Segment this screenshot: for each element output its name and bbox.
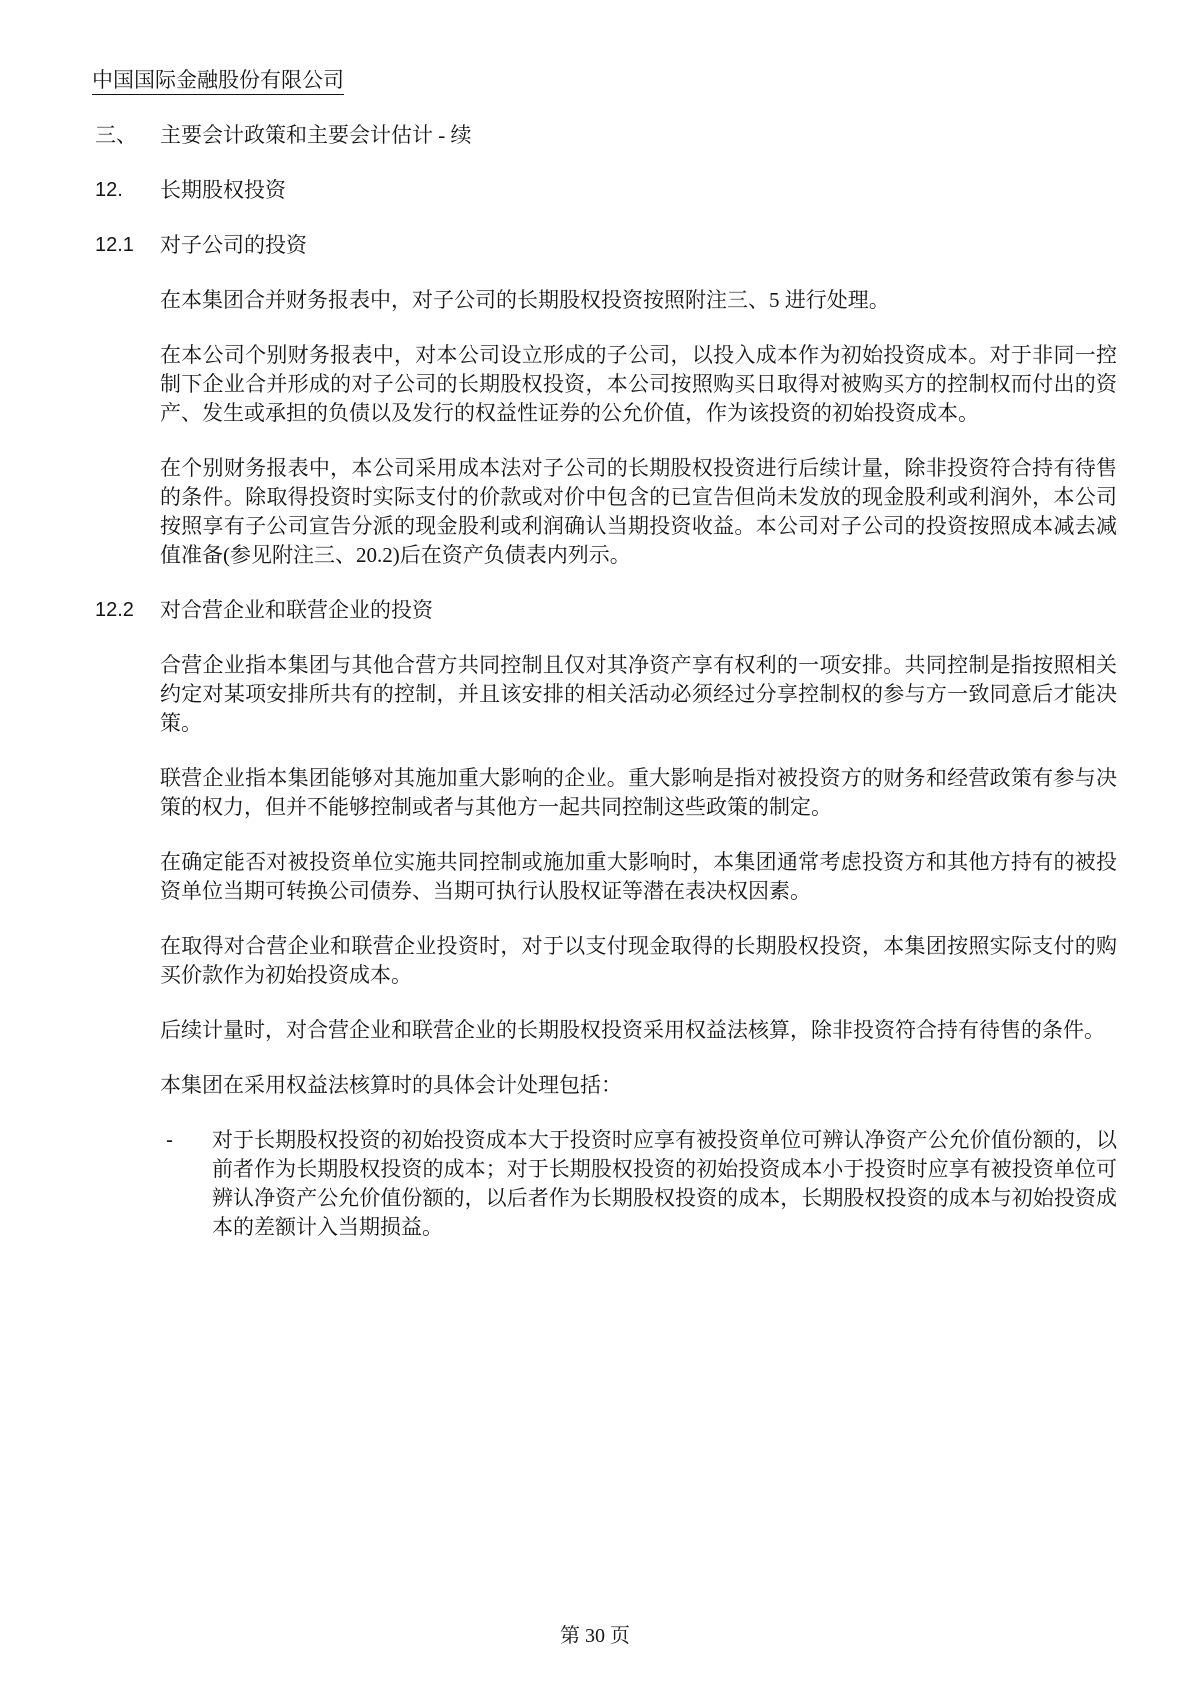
section-12-2-heading: [95, 596, 1117, 625]
document-header: [92, 66, 1117, 95]
section-12-1-title: 对子公司的投资: [160, 233, 307, 257]
section-12-heading: [95, 176, 1117, 205]
section-12-title: 长期股权投资: [160, 178, 286, 202]
section-12-2-number: 12.2: [95, 599, 134, 621]
paragraph-acquisition-initial-cost: 在取得对合营企业和联营企业投资时，对于以支付现金取得的长期股权投资，本集团按照实际支付的购买价款作为初始投资成本。: [160, 934, 1117, 987]
paragraph-potential-voting-rights: 在确定能否对被投资单位实施共同控制或施加重大影响时，本集团通常考虑投资方和其他方持有的被投资单位当期可转换公司债券、当期可执行认股权证等潜在表决权因素。: [160, 850, 1117, 903]
paragraph-consolidated-statements: 在本集团合并财务报表中，对子公司的长期股权投资按照附注三、5 进行处理。: [160, 288, 890, 312]
paragraph-equity-method-intro: 本集团在采用权益法核算时的具体会计处理包括：: [160, 1073, 622, 1097]
paragraph-associate-definition: 联营企业指本集团能够对其施加重大影响的企业。重大影响是指对被投资方的财务和经营政策有参与决策的权力，但并不能够控制或者与其他方一起共同控制这些政策的制定。: [160, 766, 1117, 819]
chapter-heading: [95, 121, 1117, 150]
section-12-1-heading: [95, 231, 1117, 260]
page-number-footer: 第 30 页: [560, 1625, 630, 1647]
paragraph-cost-method-subsequent-measurement: 在个别财务报表中，本公司采用成本法对子公司的长期股权投资进行后续计量，除非投资符合持有待售的条件。除取得投资时实际支付的价款或对价中包含的已宣告但尚未发放的现金股利或利润外，本公司按照享有子公司宣告分派的现金股利或利润确认当期投资收益。本公司对子公司的投资按照成本减去减值准备(参见附注三、20.2)后在资产负债表内列示。: [160, 456, 1117, 567]
bullet-dash-marker: -: [166, 1129, 173, 1152]
paragraph-joint-venture-definition: 合营企业指本集团与其他合营方共同控制且仅对其净资产享有权利的一项安排。共同控制是指按照相关约定对某项安排所共有的控制，并且该安排的相关活动必须经过分享控制权的参与方一致同意后才能决策。: [160, 653, 1117, 735]
paragraph-equity-method-subsequent: 后续计量时，对合营企业和联营企业的长期股权投资采用权益法核算，除非投资符合持有待售的条件。: [160, 1018, 1105, 1042]
section-12-number: 12.: [95, 179, 123, 201]
chapter-title: 主要会计政策和主要会计估计 - 续: [160, 123, 472, 147]
chapter-number: 三、: [95, 123, 137, 147]
bullet-item: [160, 1126, 1117, 1242]
section-12-1-number: 12.1: [95, 234, 134, 256]
company-name: 中国国际金融股份有限公司: [92, 68, 344, 95]
paragraph-separate-statements-initial-cost: 在本公司个别财务报表中，对本公司设立形成的子公司，以投入成本作为初始投资成本。对于非同一控制下企业合并形成的对子公司的长期股权投资，本公司按照购买日取得对被购买方的控制权而付出的资产、发生或承担的负债以及发行的权益性证券的公允价值，作为该投资的初始投资成本。: [160, 343, 1117, 425]
bullet-text-goodwill-difference: 对于长期股权投资的初始投资成本大于投资时应享有被投资单位可辨认净资产公允价值份额的，以前者作为长期股权投资的成本；对于长期股权投资的初始投资成本小于投资时应享有被投资单位可辨认净资产公允价值份额的，以后者作为长期股权投资的成本，长期股权投资的成本与初始投资成本的差额计入当期损益。: [212, 1128, 1117, 1239]
section-12-2-title: 对合营企业和联营企业的投资: [160, 598, 433, 622]
